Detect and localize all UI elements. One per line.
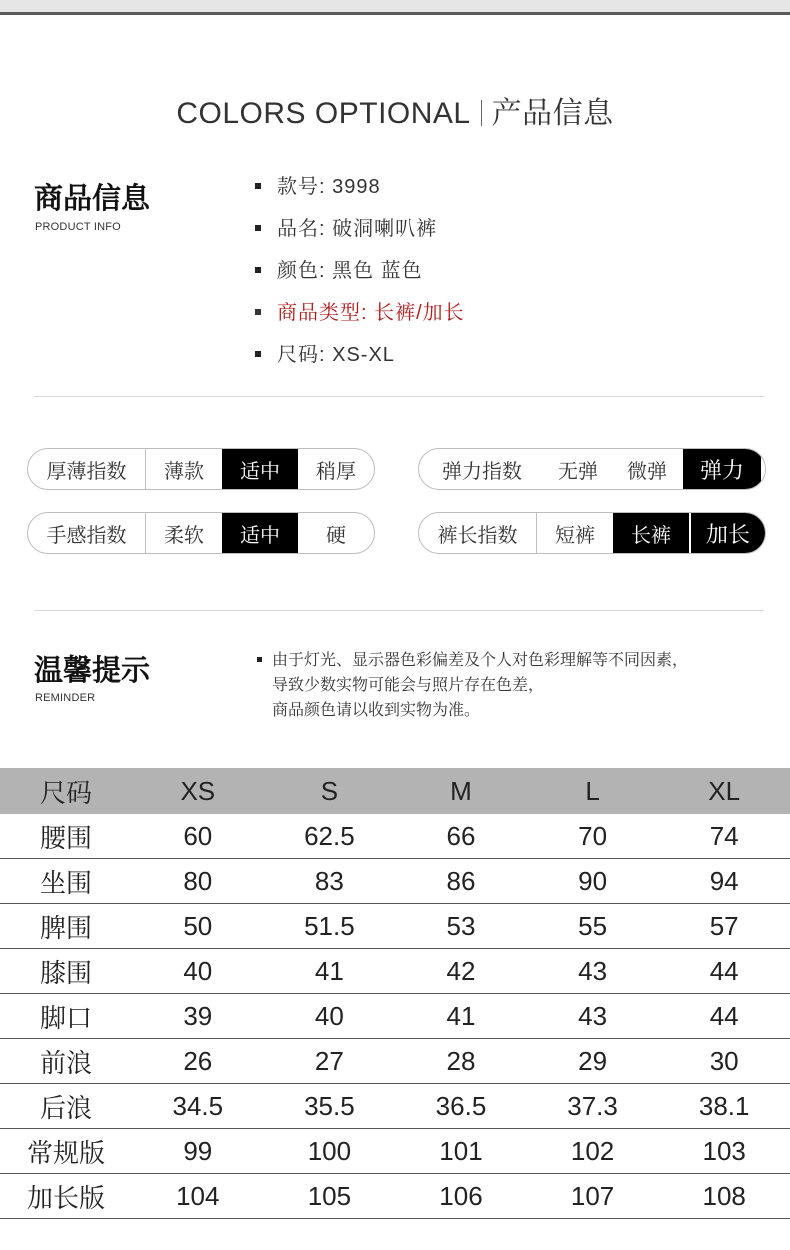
table-row-label: 常规版 xyxy=(0,1129,132,1174)
reminder-subtitle: REMINDER xyxy=(35,692,96,704)
table-cell: 57 xyxy=(658,904,790,949)
product-info-list xyxy=(255,172,465,382)
table-cell: 51.5 xyxy=(264,904,396,949)
table-row-label: 脚口 xyxy=(0,994,132,1039)
size-table xyxy=(0,768,790,1219)
table-cell: 103 xyxy=(658,1129,790,1174)
table-cell: 38.1 xyxy=(658,1084,790,1129)
info-item-color: 颜色: 黑色 蓝色 xyxy=(255,256,465,298)
bullet-icon xyxy=(255,267,261,273)
option-long[interactable]: 长裤 xyxy=(613,513,691,553)
table-cell: 99 xyxy=(132,1129,264,1174)
heading-en: COLORS OPTIONAL xyxy=(176,97,471,130)
option-stretch[interactable]: 弹力 xyxy=(683,449,761,489)
table-cell: 86 xyxy=(395,859,527,904)
table-cell: 41 xyxy=(264,949,396,994)
reminder-text: 由于灯光、显示器色彩偏差及个人对色彩理解等不同因素， 导致少数实物可能会与照片存在色差， 商品颜色请以收到实物为准。 xyxy=(257,648,688,723)
table-cell: 35.5 xyxy=(264,1084,396,1129)
table-cell: 42 xyxy=(395,949,527,994)
table-row xyxy=(0,904,790,949)
option-no-stretch[interactable]: 无弹 xyxy=(558,460,598,483)
table-row xyxy=(0,1084,790,1129)
table-row xyxy=(0,1174,790,1219)
table-cell: 90 xyxy=(527,859,659,904)
table-header-cell: XL xyxy=(658,768,790,814)
table-row xyxy=(0,814,790,859)
table-cell: 26 xyxy=(132,1039,264,1084)
table-header-row xyxy=(0,768,790,814)
table-cell: 30 xyxy=(658,1039,790,1084)
info-item-size: 尺码: XS-XL xyxy=(255,340,465,382)
table-cell: 55 xyxy=(527,904,659,949)
table-cell: 40 xyxy=(132,949,264,994)
option-shorts[interactable]: 短裤 xyxy=(555,524,595,547)
option-thin[interactable]: 薄款 xyxy=(164,460,204,483)
table-cell: 94 xyxy=(658,859,790,904)
option-extra-long[interactable]: 加长 xyxy=(691,513,765,553)
table-cell: 60 xyxy=(132,814,264,859)
size-table-body xyxy=(0,814,790,1219)
feel-index xyxy=(27,512,375,554)
table-cell: 27 xyxy=(264,1039,396,1084)
table-header-cell: XS xyxy=(132,768,264,814)
table-cell: 108 xyxy=(658,1174,790,1219)
table-cell: 43 xyxy=(527,994,659,1039)
table-row-label: 膝围 xyxy=(0,949,132,994)
length-index-label: 裤长指数 xyxy=(419,513,537,553)
table-cell: 105 xyxy=(264,1174,396,1219)
table-cell: 40 xyxy=(264,994,396,1039)
table-cell: 100 xyxy=(264,1129,396,1174)
table-cell: 50 xyxy=(132,904,264,949)
table-cell: 62.5 xyxy=(264,814,396,859)
table-cell: 44 xyxy=(658,994,790,1039)
table-header-cell: L xyxy=(527,768,659,814)
table-cell: 74 xyxy=(658,814,790,859)
length-index xyxy=(418,512,766,554)
info-item-name: 品名: 破洞喇叭裤 xyxy=(255,214,465,256)
option-medium[interactable]: 适中 xyxy=(222,449,298,489)
table-row-label: 坐围 xyxy=(0,859,132,904)
table-cell: 66 xyxy=(395,814,527,859)
table-cell: 102 xyxy=(527,1129,659,1174)
product-info-subtitle: PRODUCT INFO xyxy=(35,221,121,233)
divider xyxy=(34,396,764,397)
info-item-type: 商品类型: 长裤/加长 xyxy=(255,298,465,340)
table-cell: 107 xyxy=(527,1174,659,1219)
table-cell: 53 xyxy=(395,904,527,949)
table-cell: 28 xyxy=(395,1039,527,1084)
option-thick[interactable]: 稍厚 xyxy=(316,460,356,483)
table-cell: 106 xyxy=(395,1174,527,1219)
info-item-style-no: 款号: 3998 xyxy=(255,172,465,214)
feel-index-label: 手感指数 xyxy=(28,513,146,553)
table-header-cell: 尺码 xyxy=(0,768,132,814)
thickness-index xyxy=(27,448,375,490)
table-cell: 29 xyxy=(527,1039,659,1084)
stretch-index xyxy=(418,448,766,490)
table-cell: 41 xyxy=(395,994,527,1039)
table-cell: 80 xyxy=(132,859,264,904)
table-cell: 83 xyxy=(264,859,396,904)
table-cell: 34.5 xyxy=(132,1084,264,1129)
bullet-icon xyxy=(255,225,261,231)
table-row-label: 腰围 xyxy=(0,814,132,859)
table-cell: 43 xyxy=(527,949,659,994)
table-row-label: 脾围 xyxy=(0,904,132,949)
stretch-index-label: 弹力指数 xyxy=(442,460,522,483)
table-row xyxy=(0,1039,790,1084)
option-slight-stretch[interactable]: 微弹 xyxy=(627,460,667,483)
table-header-cell: S xyxy=(264,768,396,814)
table-row-label: 前浪 xyxy=(0,1039,132,1084)
divider xyxy=(34,610,764,611)
bullet-icon xyxy=(255,183,261,189)
table-cell: 39 xyxy=(132,994,264,1039)
bullet-icon xyxy=(255,309,261,315)
product-info-title: 商品信息 xyxy=(34,183,151,215)
table-cell: 104 xyxy=(132,1174,264,1219)
heading-cn: 产品信息 xyxy=(491,97,614,130)
bullet-icon xyxy=(255,351,261,357)
table-cell: 70 xyxy=(527,814,659,859)
table-cell: 101 xyxy=(395,1129,527,1174)
table-cell: 44 xyxy=(658,949,790,994)
top-bar-line xyxy=(0,12,790,15)
table-row xyxy=(0,994,790,1039)
reminder-title: 温馨提示 xyxy=(34,655,151,687)
table-row-label: 后浪 xyxy=(0,1084,132,1129)
table-row xyxy=(0,949,790,994)
table-row xyxy=(0,859,790,904)
page-heading xyxy=(0,88,790,132)
table-cell: 36.5 xyxy=(395,1084,527,1129)
thickness-index-label: 厚薄指数 xyxy=(28,449,146,489)
table-row xyxy=(0,1129,790,1174)
option-soft[interactable]: 柔软 xyxy=(164,524,204,547)
table-cell: 37.3 xyxy=(527,1084,659,1129)
table-header-cell: M xyxy=(395,768,527,814)
option-medium-feel[interactable]: 适中 xyxy=(222,513,298,553)
option-hard[interactable]: 硬 xyxy=(326,524,346,547)
bullet-icon xyxy=(257,657,262,662)
heading-separator xyxy=(481,100,482,126)
table-row-label: 加长版 xyxy=(0,1174,132,1219)
